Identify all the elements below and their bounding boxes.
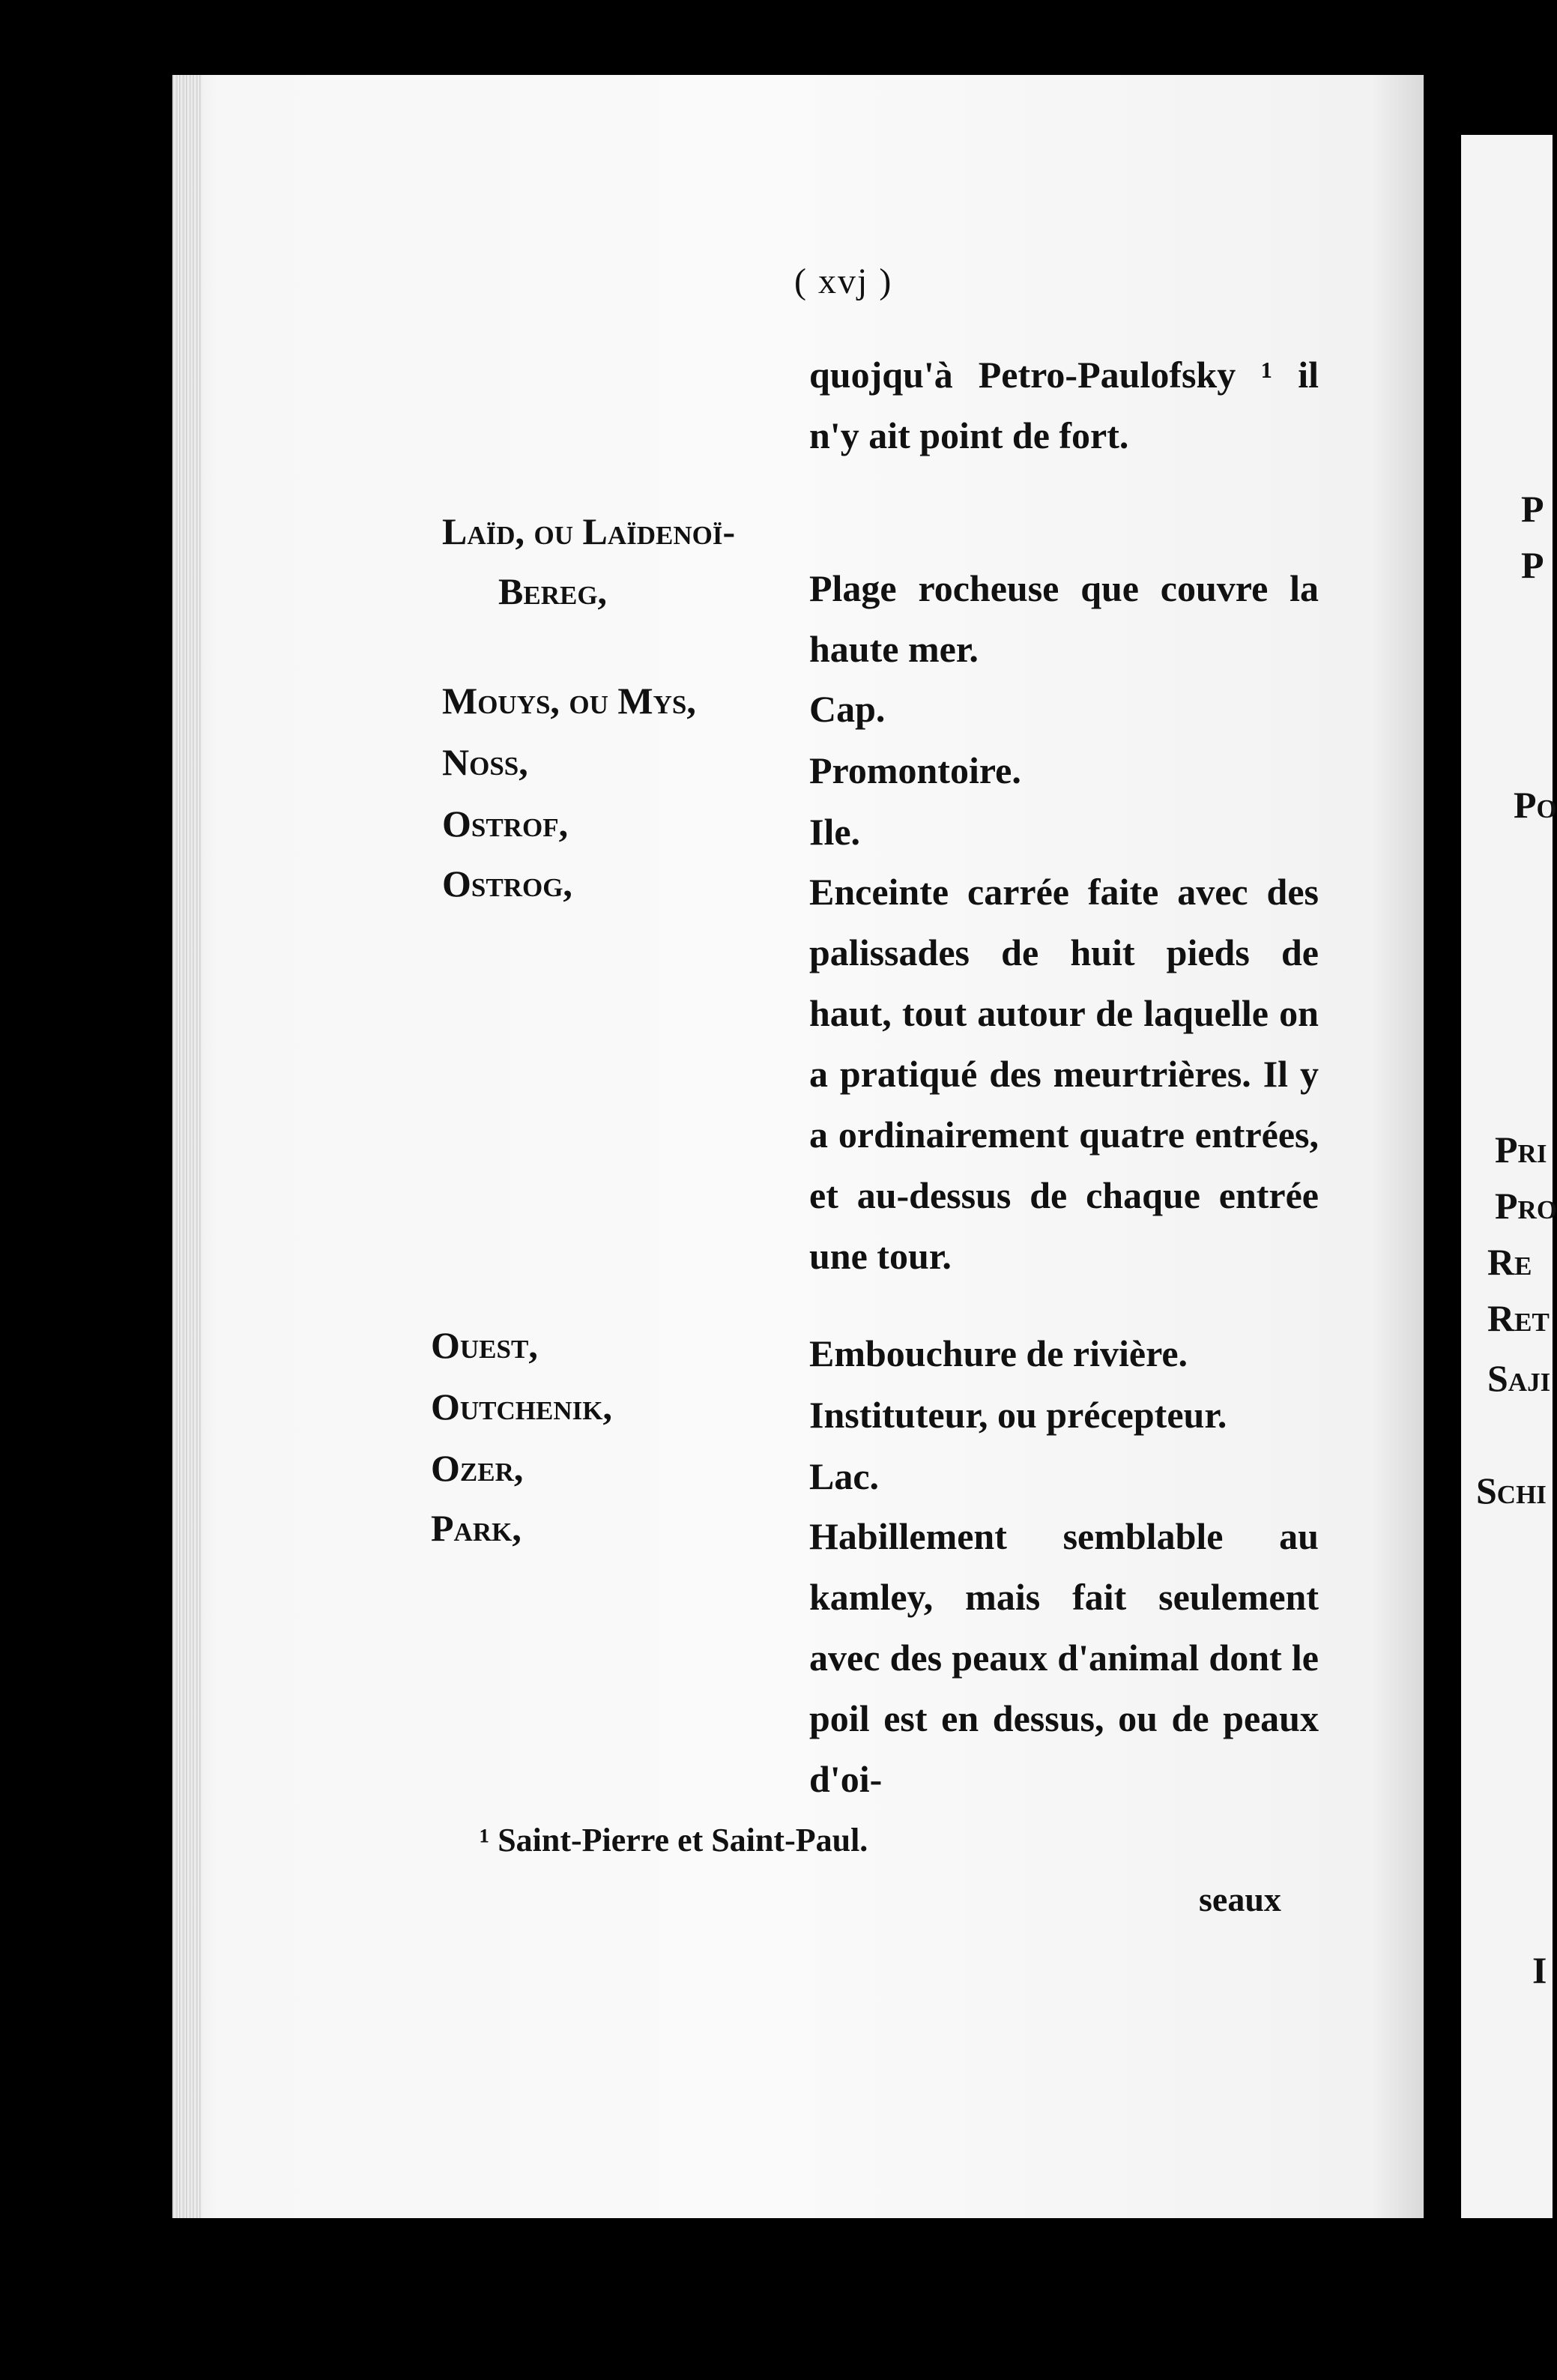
entry-definition: Embouchure de rivière. — [809, 1332, 1188, 1374]
adjacent-page-fragment: Schi — [1476, 1470, 1547, 1511]
entry-definition: Habillement semblable au kamley, mais fait seulement avec des peaux d'animal dont le poil est en dessus, ou de peaux d'oi- — [809, 1515, 1319, 1800]
adjacent-page-fragment: P — [1521, 488, 1544, 530]
adjacent-page-fragment: Re — [1487, 1241, 1532, 1283]
entry-definition: Ile. — [809, 811, 861, 853]
entry-term-continuation: Bereg, — [498, 570, 608, 612]
entry-definition: Lac. — [809, 1455, 880, 1497]
adjacent-page-fragment: Pri — [1495, 1129, 1547, 1171]
adjacent-page-fragment: P — [1521, 544, 1544, 586]
entry-definition: Enceinte carrée faite avec des palissades de huit pieds de haut, tout autour de laquelle on a pratiqué des meurtrières. Il y a ordinairement quatre entrées, et au-dessus de chaque entrée une tour. — [809, 871, 1319, 1277]
entry-definition: Cap. — [809, 688, 886, 730]
adjacent-page-fragment: Pro — [1495, 1185, 1557, 1227]
continuation-text: quojqu'à Petro-Paulofsky ¹ il n'y ait point de fort. — [809, 354, 1319, 456]
entry-definition: Plage rocheuse que couvre la haute mer. — [809, 567, 1319, 670]
entry-definition: Promontoire. — [809, 749, 1021, 791]
entry-term: Mouys, ou Mys, — [442, 680, 696, 722]
footnote: ¹ Saint-Pierre et Saint-Paul. — [480, 1822, 868, 1858]
entry-term: Noss, — [442, 741, 528, 783]
entry-term: Laïd, ou Laïdenoï- — [442, 510, 736, 552]
adjacent-page-fragment: Saji — [1487, 1357, 1551, 1399]
page-number: ( xvj ) — [794, 262, 893, 301]
adjacent-page-fragment: Ret — [1487, 1297, 1550, 1339]
page-edge-stack — [172, 75, 202, 2218]
entry-term: Ostrof, — [442, 803, 569, 845]
entry-term: Ozer, — [431, 1447, 524, 1489]
adjacent-page-fragment: Po — [1514, 784, 1557, 826]
entry-term: Ouest, — [431, 1324, 538, 1366]
entry-term: Park, — [431, 1507, 521, 1549]
adjacent-page-fragment: I — [1532, 1949, 1547, 1991]
entry-term: Outchenik, — [431, 1386, 612, 1428]
adjacent-page — [1461, 135, 1553, 2218]
catchword: seaux — [1199, 1880, 1281, 1918]
entry-definition: Instituteur, ou précepteur. — [809, 1394, 1227, 1436]
entry-term: Ostrog, — [442, 863, 572, 904]
